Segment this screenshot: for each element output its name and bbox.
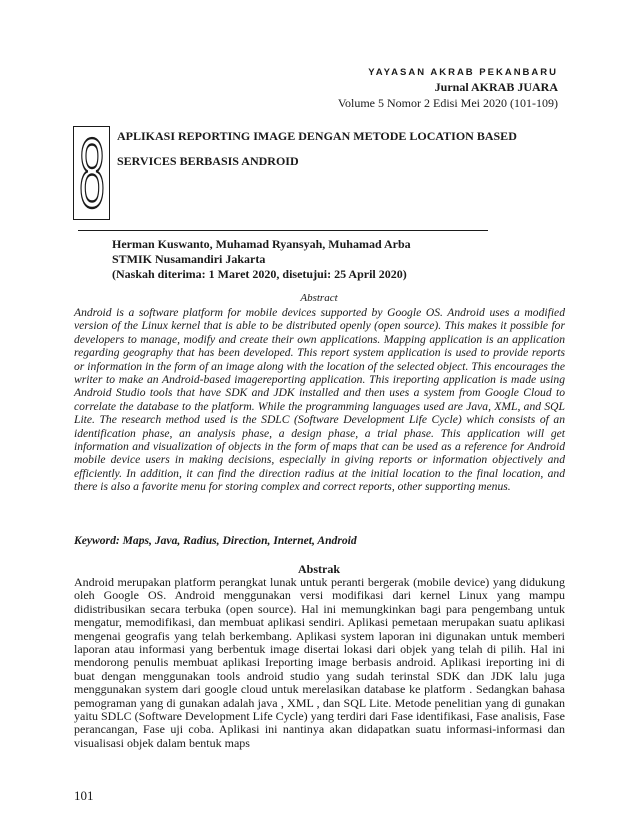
abstract-heading: Abstract bbox=[300, 292, 338, 304]
author-block bbox=[112, 237, 411, 282]
volume-info: Volume 5 Nomor 2 Edisi Mei 2020 (101-109) bbox=[337, 96, 558, 110]
abstrak-indonesian: Android merupakan platform perangkat lunak untuk peranti bergerak (mobile device) yang didukung oleh Google OS. Android menggunakan versi modifikasi dari kernel Linux yang mampu didistribusikan secara terbuka (open source). Hal ini memungkinkan bagi para pengembang untuk mengatur, memodifikasi, dan membuat aplikasi sendiri. Aplikasi pemetaan merupakan suatu aplikasi mengenai geografis yang telah berkembang. Aplikasi system laporan ini digunakan untuk memberi laporan atau informasi yang berbentuk image disertai lokasi dari objek yang telah di pilih. Hal ini mendorong penulis membuat aplikasi Ireporting image berbasis android. Aplikasi ireporting ini di buat dengan menggunakan tools android studio yang sudah terinstal SDK dan JDK lalu juga menggunakan system dari google cloud untuk merelasikan database ke platform . Sedangkan bahasa pemograman yang di gunakan adalah java , XML , dan SQL Lite. Metode penelitian yang di gunakan yaitu SDLC (Software Development Life Cycle) yang terdiri dari Fase identifikasi, Fase analisis, Fase perancangan, Fase uji coba. Aplikasi ini nantinya akan didapatkan suatu informasi-informasi dan visualisasi objek dalam bentuk maps bbox=[74, 575, 565, 750]
article-number-box bbox=[73, 118, 110, 228]
author-names: Herman Kuswanto, Muhamad Ryansyah, Muhamad Arba bbox=[112, 237, 411, 251]
submission-dates: (Naskah diterima: 1 Maret 2020, disetujui: 25 April 2020) bbox=[112, 267, 407, 281]
abstract-english: Android is a software platform for mobile devices supported by Google OS. Android uses a modified version of the Linux kernel that is able to be distributed openly (open source). This makes it possible for developers to manage, modify and create their own applications. Mapping application is an application regarding geography that has been developed. This report system application is used to provide reports or information in the form of an image along with the location of the selected object. This encourages the writer to make an Android-based imagereporting application. This ireporting application is made using Android Studio tools that have SDK and JDK installed and then uses a system from Google Cloud to correlate the database to the platform. While the programming languages used are Java, XML, and SQL Lite. The research method used is the SDLC (Software Development Life Cycle) which consists of an identification phase, an analysis phase, a design phase, a trial phase. This application will get information and visualization of objects in the form of maps that can be used as a reference for Android mobile device users in making decisions, especially in giving reports or information objectively and efficiently. In addition, it can find the direction radius at the initial location to the final location, and there is also a favorite menu for storing complex and correct reports, other supporting menus. bbox=[74, 306, 565, 494]
keywords: Keyword: Maps, Java, Radius, Direction, Internet, Android bbox=[74, 534, 357, 547]
divider bbox=[78, 230, 488, 231]
title-line-1: APLIKASI REPORTING IMAGE DENGAN METODE LOCATION BASED bbox=[117, 129, 517, 143]
article-number: 8 bbox=[78, 118, 105, 228]
abstrak-heading: Abstrak bbox=[297, 562, 340, 576]
journal-name: Jurnal AKRAB JUARA bbox=[434, 80, 558, 94]
author-affiliation: STMIK Nusamandiri Jakarta bbox=[112, 252, 266, 266]
article-number-glyph bbox=[77, 118, 107, 228]
paper-title bbox=[117, 124, 537, 174]
publisher-name: YAYASAN AKRAB PEKANBARU bbox=[368, 67, 558, 78]
page-number: 101 bbox=[74, 788, 94, 803]
title-line-2: SERVICES BERBASIS ANDROID bbox=[117, 154, 299, 168]
